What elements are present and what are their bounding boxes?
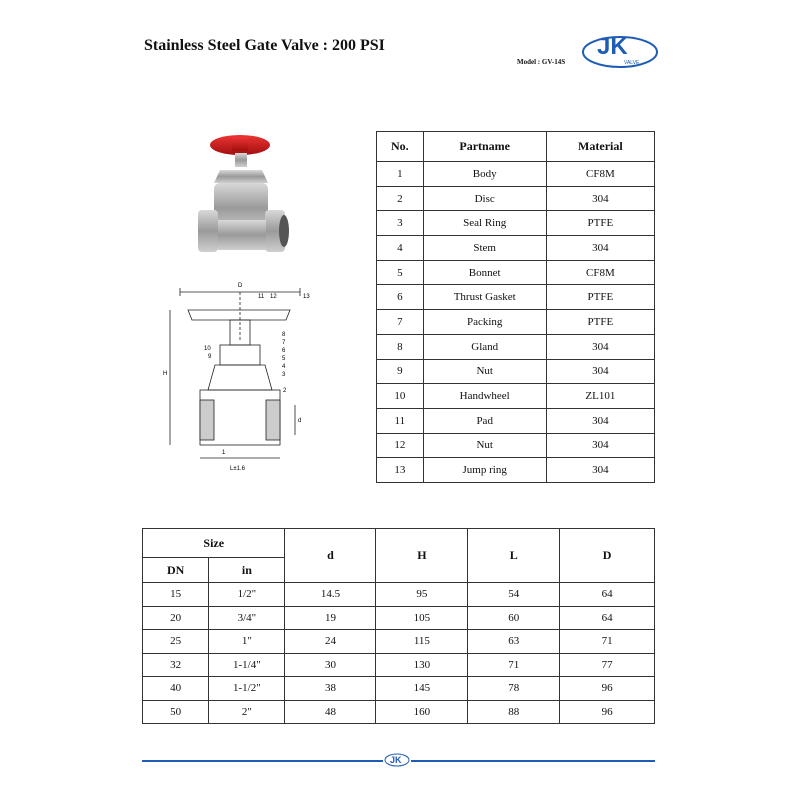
part-material: PTFE — [546, 285, 654, 310]
label-10: 10 — [204, 346, 211, 352]
size-table — [142, 528, 655, 724]
part-material: CF8M — [546, 162, 654, 187]
size-d: 38 — [285, 677, 376, 701]
footer-logo — [383, 750, 411, 770]
col-header-no: No. — [377, 132, 424, 162]
size-H: 130 — [376, 653, 468, 677]
table-row — [377, 458, 655, 483]
size-D: 77 — [560, 653, 655, 677]
size-H: 115 — [376, 630, 468, 654]
part-no: 5 — [377, 260, 424, 285]
part-name: Seal Ring — [423, 211, 546, 236]
part-name: Pad — [423, 408, 546, 433]
label-7: 7 — [282, 340, 286, 346]
part-material: CF8M — [546, 260, 654, 285]
part-material: ZL101 — [546, 384, 654, 409]
gate-valve-image — [180, 125, 305, 275]
size-in: 2" — [209, 700, 285, 724]
label-6: 6 — [282, 348, 286, 354]
size-D: 96 — [560, 700, 655, 724]
logo-sub: VALVE — [624, 60, 640, 66]
col-header-d: d — [285, 529, 376, 583]
part-no: 13 — [377, 458, 424, 483]
part-name: Body — [423, 162, 546, 187]
table-row — [143, 630, 655, 654]
label-1: 1 — [222, 450, 226, 456]
table-row — [143, 606, 655, 630]
part-material: 304 — [546, 236, 654, 261]
size-d: 48 — [285, 700, 376, 724]
size-group-header: Size — [143, 529, 285, 558]
size-L: 54 — [468, 583, 560, 607]
table-row — [377, 334, 655, 359]
footer-logo-text: JK — [390, 755, 402, 765]
part-name: Nut — [423, 433, 546, 458]
part-no: 7 — [377, 310, 424, 335]
label-12: 12 — [270, 294, 277, 300]
size-dn: 15 — [143, 583, 209, 607]
size-dn: 25 — [143, 630, 209, 654]
part-no: 6 — [377, 285, 424, 310]
label-D: D — [238, 283, 243, 289]
part-name: Packing — [423, 310, 546, 335]
col-header-D: D — [560, 529, 655, 583]
part-name: Stem — [423, 236, 546, 261]
part-no: 3 — [377, 211, 424, 236]
page-title: Stainless Steel Gate Valve : 200 PSI — [144, 37, 385, 54]
part-name: Nut — [423, 359, 546, 384]
part-material: 304 — [546, 458, 654, 483]
model-label: Model : GV-14S — [517, 58, 566, 66]
size-L: 71 — [468, 653, 560, 677]
label-L: L±1.6 — [230, 466, 245, 472]
size-L: 63 — [468, 630, 560, 654]
jk-valve-logo — [580, 26, 660, 72]
size-in: 1-1/2" — [209, 677, 285, 701]
size-dn: 32 — [143, 653, 209, 677]
part-material: 304 — [546, 408, 654, 433]
size-D: 96 — [560, 677, 655, 701]
part-material: 304 — [546, 359, 654, 384]
table-row — [377, 211, 655, 236]
size-d: 30 — [285, 653, 376, 677]
col-header-dn: DN — [143, 558, 209, 583]
label-5: 5 — [282, 356, 286, 362]
size-d: 24 — [285, 630, 376, 654]
part-no: 12 — [377, 433, 424, 458]
part-no: 4 — [377, 236, 424, 261]
table-row — [377, 408, 655, 433]
size-D: 64 — [560, 583, 655, 607]
size-D: 71 — [560, 630, 655, 654]
col-header-L: L — [468, 529, 560, 583]
part-name: Jump ring — [423, 458, 546, 483]
size-in: 1" — [209, 630, 285, 654]
label-8: 8 — [282, 332, 286, 338]
size-H: 145 — [376, 677, 468, 701]
size-H: 105 — [376, 606, 468, 630]
label-H: H — [163, 371, 168, 377]
label-9: 9 — [208, 354, 212, 360]
part-name: Disc — [423, 186, 546, 211]
table-row — [377, 186, 655, 211]
label-d: d — [298, 418, 302, 424]
valve-cross-section-diagram — [160, 280, 320, 485]
parts-table — [376, 131, 655, 483]
table-row — [377, 285, 655, 310]
table-row — [377, 236, 655, 261]
label-3: 3 — [282, 372, 286, 378]
size-in: 1/2" — [209, 583, 285, 607]
size-d: 19 — [285, 606, 376, 630]
part-name: Gland — [423, 334, 546, 359]
size-in: 1-1/4" — [209, 653, 285, 677]
size-D: 64 — [560, 606, 655, 630]
size-H: 95 — [376, 583, 468, 607]
col-header-H: H — [376, 529, 468, 583]
table-row — [143, 677, 655, 701]
part-no: 1 — [377, 162, 424, 187]
part-material: 304 — [546, 433, 654, 458]
part-no: 11 — [377, 408, 424, 433]
col-header-partname: Partname — [423, 132, 546, 162]
part-material: 304 — [546, 186, 654, 211]
part-material: PTFE — [546, 310, 654, 335]
size-H: 160 — [376, 700, 468, 724]
table-row — [377, 433, 655, 458]
size-dn: 50 — [143, 700, 209, 724]
part-name: Handwheel — [423, 384, 546, 409]
part-no: 8 — [377, 334, 424, 359]
part-name: Bonnet — [423, 260, 546, 285]
table-row — [377, 162, 655, 187]
table-row — [143, 700, 655, 724]
table-row — [377, 384, 655, 409]
size-d: 14.5 — [285, 583, 376, 607]
part-no: 10 — [377, 384, 424, 409]
size-L: 78 — [468, 677, 560, 701]
table-row — [143, 583, 655, 607]
col-header-in: in — [209, 558, 285, 583]
part-material: PTFE — [546, 211, 654, 236]
part-material: 304 — [546, 334, 654, 359]
label-13: 13 — [303, 294, 310, 300]
label-2: 2 — [283, 388, 287, 394]
size-in: 3/4" — [209, 606, 285, 630]
logo-text: JK — [597, 33, 628, 60]
size-dn: 40 — [143, 677, 209, 701]
label-11: 11 — [258, 294, 265, 300]
part-no: 9 — [377, 359, 424, 384]
label-4: 4 — [282, 364, 286, 370]
size-dn: 20 — [143, 606, 209, 630]
part-no: 2 — [377, 186, 424, 211]
table-row — [377, 260, 655, 285]
size-L: 88 — [468, 700, 560, 724]
table-row — [377, 359, 655, 384]
col-header-material: Material — [546, 132, 654, 162]
size-L: 60 — [468, 606, 560, 630]
part-name: Thrust Gasket — [423, 285, 546, 310]
table-row — [377, 310, 655, 335]
table-row — [143, 653, 655, 677]
